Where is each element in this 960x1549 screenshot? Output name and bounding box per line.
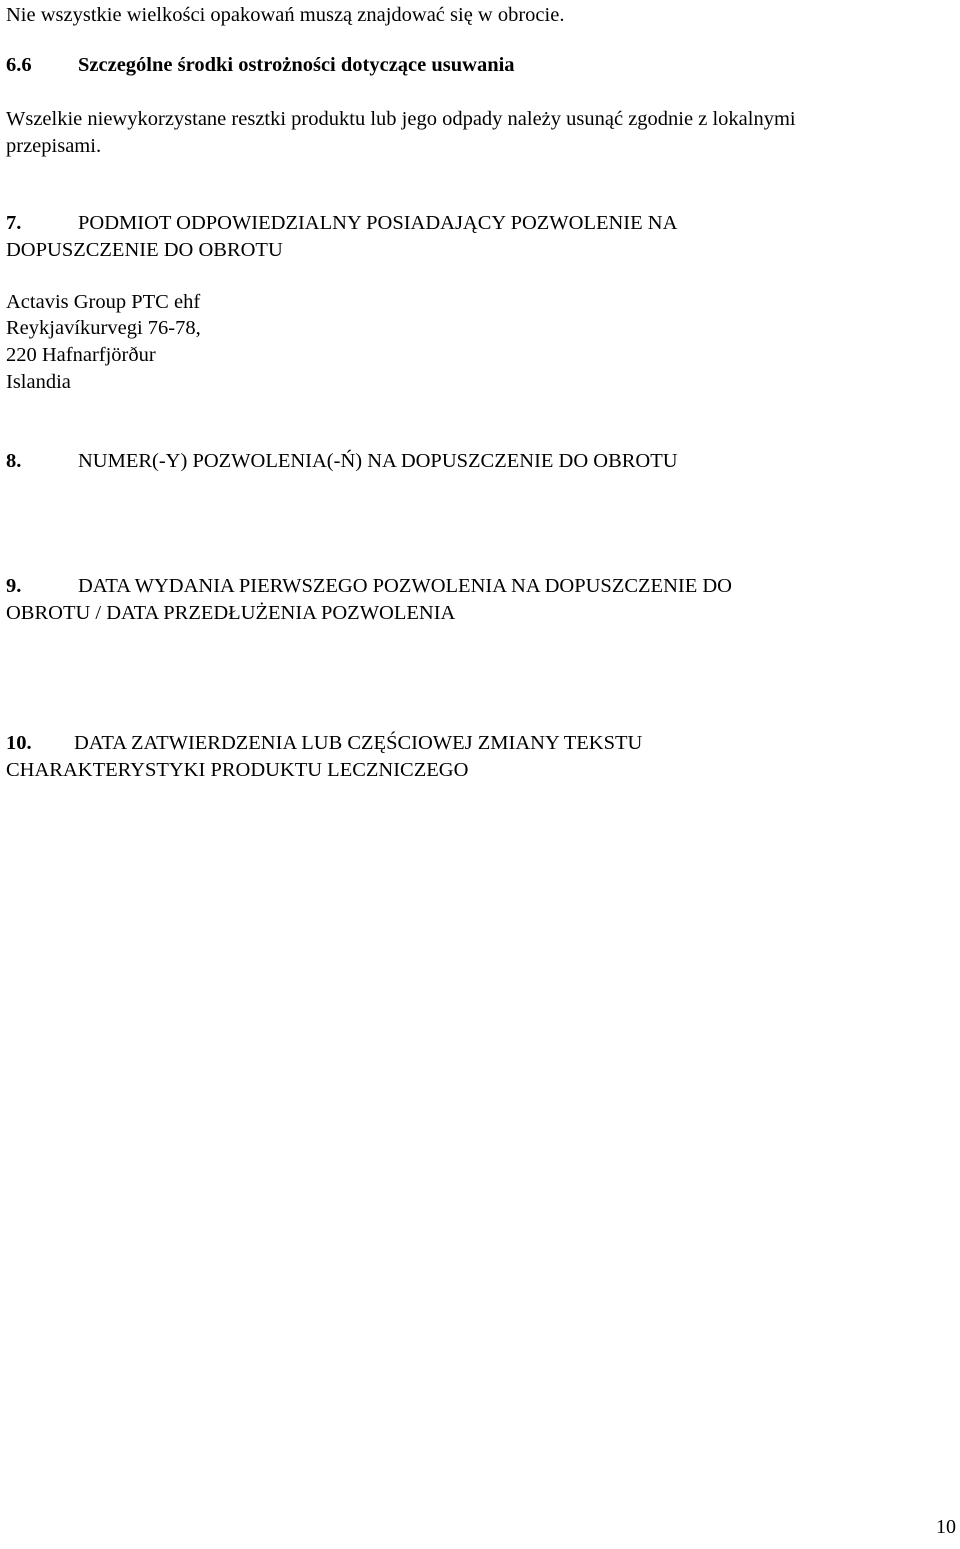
section-6-6-body-line-1: Wszelkie niewykorzystane resztki produktu lub jego odpady należy usunąć zgodnie z lokalnymi [6,108,796,130]
section-6-6-number: 6.6 [6,54,32,76]
section-7-number: 7. [6,212,22,234]
address-line-city: 220 Hafnarfjörður [6,344,156,366]
section-8-heading [6,448,678,475]
address-line-country: Islandia [6,371,71,393]
section-6-6-heading [6,52,515,79]
section-10-title-line-1: DATA ZATWIERDZENIA LUB CZĘŚCIOWEJ ZMIANY TEKSTU [74,732,643,754]
section-7-heading-line-1 [6,210,677,237]
section-6-6-body-line-2: przepisami. [6,135,102,157]
address-line-street: Reykjavíkurvegi 76-78, [6,317,201,339]
section-8-number: 8. [6,450,22,472]
intro-text: Nie wszystkie wielkości opakowań muszą znajdować się w obrocie. [6,4,565,26]
section-10-heading-line-1 [6,730,642,757]
section-10-number: 10. [6,732,32,754]
section-7-title-line-2: DOPUSZCZENIE DO OBROTU [6,239,283,261]
address-line-company: Actavis Group PTC ehf [6,291,201,313]
page-number: 10 [936,1516,956,1538]
section-9-title-line-1: DATA WYDANIA PIERWSZEGO POZWOLENIA NA DOPUSZCZENIE DO [78,575,732,597]
section-6-6-title: Szczególne środki ostrożności dotyczące usuwania [78,54,515,76]
section-10-title-line-2: CHARAKTERYSTYKI PRODUKTU LECZNICZEGO [6,759,469,781]
section-7-title-line-1: PODMIOT ODPOWIEDZIALNY POSIADAJĄCY POZWOLENIE NA [78,212,678,234]
section-9-title-line-2: OBROTU / DATA PRZEDŁUŻENIA POZWOLENIA [6,602,456,624]
section-9-heading-line-1 [6,573,732,600]
section-8-title: NUMER(-Y) POZWOLENIA(-Ń) NA DOPUSZCZENIE DO OBROTU [78,450,678,472]
section-9-number: 9. [6,575,22,597]
